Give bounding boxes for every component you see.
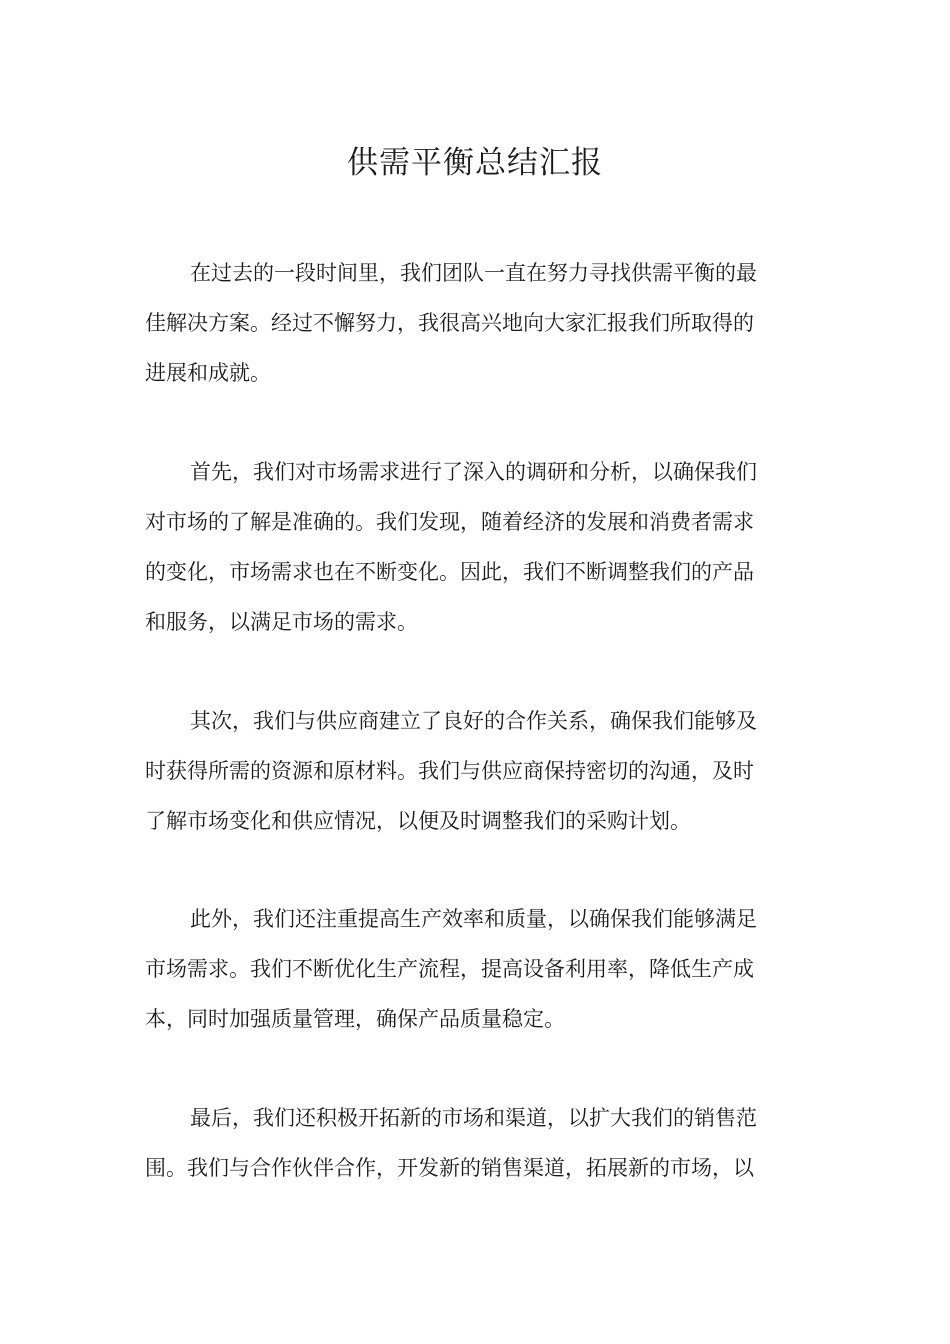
paragraph-line: 时获得所需的资源和原材料。我们与供应商保持密切的沟通，及时 (145, 759, 754, 783)
paragraph-line: 市场需求。我们不断优化生产流程，提高设备利用率，降低生产成 (145, 957, 754, 981)
paragraph-line: 其次，我们与供应商建立了良好的合作关系，确保我们能够及 (190, 709, 757, 733)
paragraph-line: 此外，我们还注重提高生产效率和质量，以确保我们能够满足 (190, 907, 757, 931)
paragraph-line: 和服务，以满足市场的需求。 (145, 610, 418, 634)
paragraph-line: 了解市场变化和供应情况，以便及时调整我们的采购计划。 (145, 809, 691, 833)
paragraph-line: 本，同时加强质量管理，确保产品质量稳定。 (145, 1007, 565, 1031)
paragraph-line: 在过去的一段时间里，我们团队一直在努力寻找供需平衡的最 (190, 261, 757, 285)
paragraph-line: 进展和成就。 (145, 361, 271, 385)
paragraph-line: 的变化，市场需求也在不断变化。因此，我们不断调整我们的产品 (145, 560, 754, 584)
paragraph-2 (145, 447, 805, 647)
paragraph-line: 围。我们与合作伙伴合作，开发新的销售渠道，拓展新的市场，以 (145, 1156, 754, 1180)
paragraph-5 (145, 1093, 805, 1193)
document-title: 供需平衡总结汇报 (347, 145, 603, 181)
paragraph-line: 佳解决方案。经过不懈努力，我很高兴地向大家汇报我们所取得的 (145, 311, 754, 335)
paragraph-3 (145, 696, 805, 846)
paragraph-1 (145, 248, 805, 398)
paragraph-line: 首先，我们对市场需求进行了深入的调研和分析，以确保我们 (190, 460, 757, 484)
paragraph-line: 对市场的了解是准确的。我们发现，随着经济的发展和消费者需求 (145, 510, 754, 534)
paragraph-4 (145, 894, 805, 1044)
paragraph-line: 最后，我们还积极开拓新的市场和渠道，以扩大我们的销售范 (190, 1106, 757, 1130)
